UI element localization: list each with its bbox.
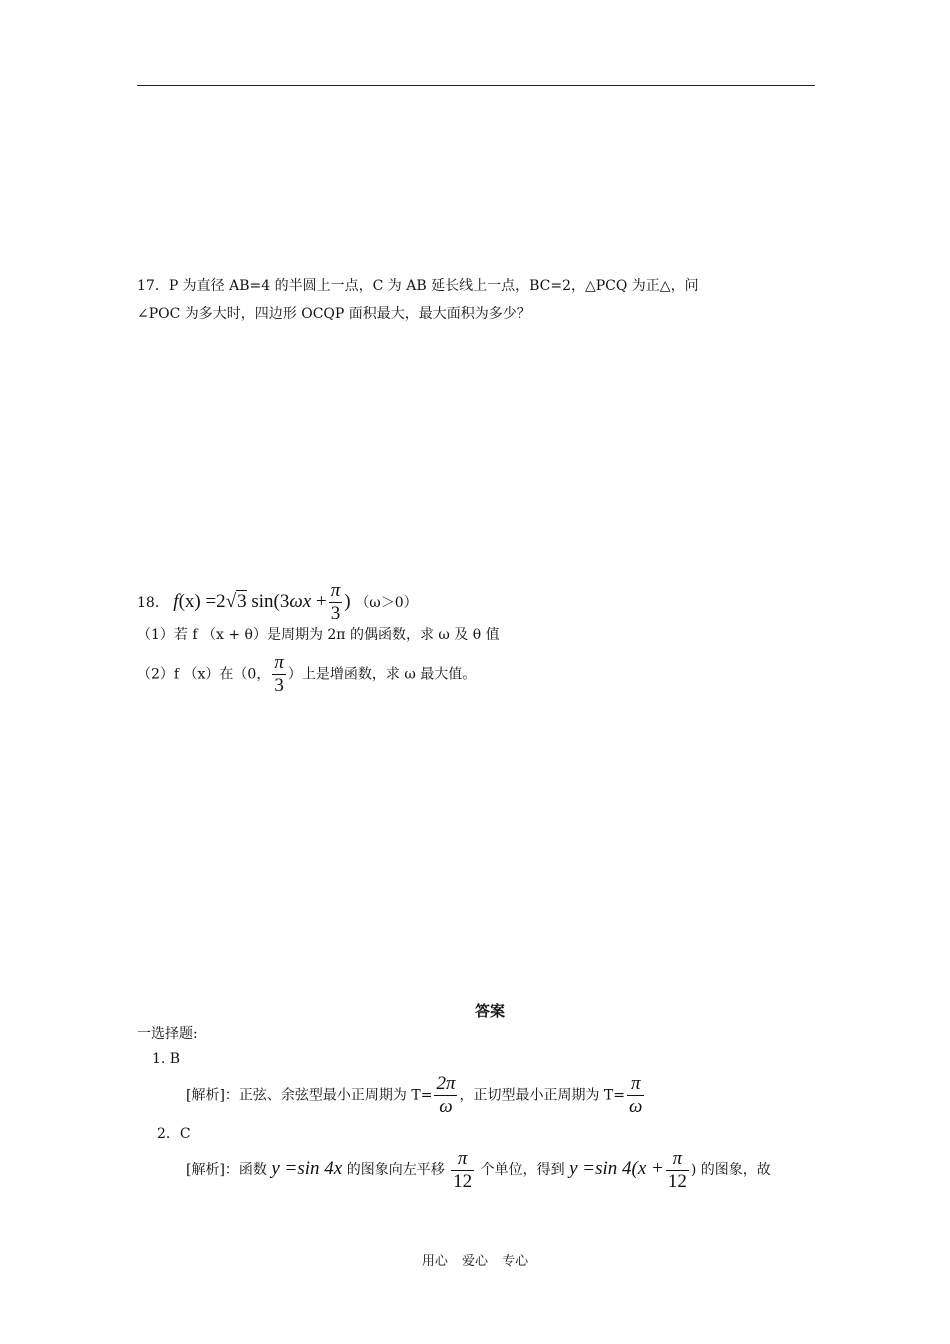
header-rule [137,85,815,86]
pi-over-3-fraction: $\frac{\pi}{3}$ [274,652,284,696]
page-footer: 用心 爱心 专心 [421,1254,529,1269]
answers-heading: 答案 [474,1002,505,1020]
pi-over-3-fraction: $\frac{\pi}{3}$ [330,580,341,625]
pi-over-omega-fraction: $\frac{\pi}{\omega}$ [629,1073,643,1117]
q17-line2: ∠POC 为多大时，四边形 OCQP 面积最大，最大面积为多少？ [137,306,531,322]
two-pi-over-omega-fraction: $\frac{2\pi}{\omega}$ [436,1073,456,1117]
q17-line1: 17．P 为直径 AB=4 的半圆上一点，C 为 AB 延长线上一点，BC=2，△PCQ 为正△，问 [137,278,699,294]
answer-1: 1. B [152,1051,181,1067]
answer-1-explanation: [解析]：正弦、余弦型最小正周期为 T= $\frac{2\pi}{\omega}$ ，正切型最小正周期为 T= $\frac{\pi}{\omega}$ [186,1073,643,1117]
q18-formula-line [137,580,418,625]
q18-formula: f(x) =2√3 sin(3ωx + $\frac{\pi}{3}$ ) [173,580,351,625]
pi-over-12-fraction: $\frac{\pi}{12}$ [453,1147,473,1192]
answer-2-explanation: [解析]：函数 y =sin 4x 的图象向左平移 $\frac{\pi}{12}$ 个单位，得到 y =sin 4(x + $\frac{\pi}{12}$ ) 的图象，故 [186,1147,771,1192]
answer-2: 2．C [157,1126,191,1142]
q18-number: 18． [137,595,169,611]
pi-over-12-fraction: $\frac{\pi}{12}$ [667,1147,687,1192]
sqrt-symbol: √ [225,591,237,612]
answers-section: 一选择题: [137,1026,198,1042]
q18-part2: （2）f （x）在（0， $\frac{\pi}{3}$ ）上是增函数，求 ω 最大值。 [137,652,477,696]
q18-condition: （ω＞0） [355,595,418,611]
sqrt-radicand: 3 [237,591,247,612]
q18-part1: （1）若 f （x + θ）是周期为 2π 的偶函数，求 ω 及 θ 值 [137,627,500,643]
